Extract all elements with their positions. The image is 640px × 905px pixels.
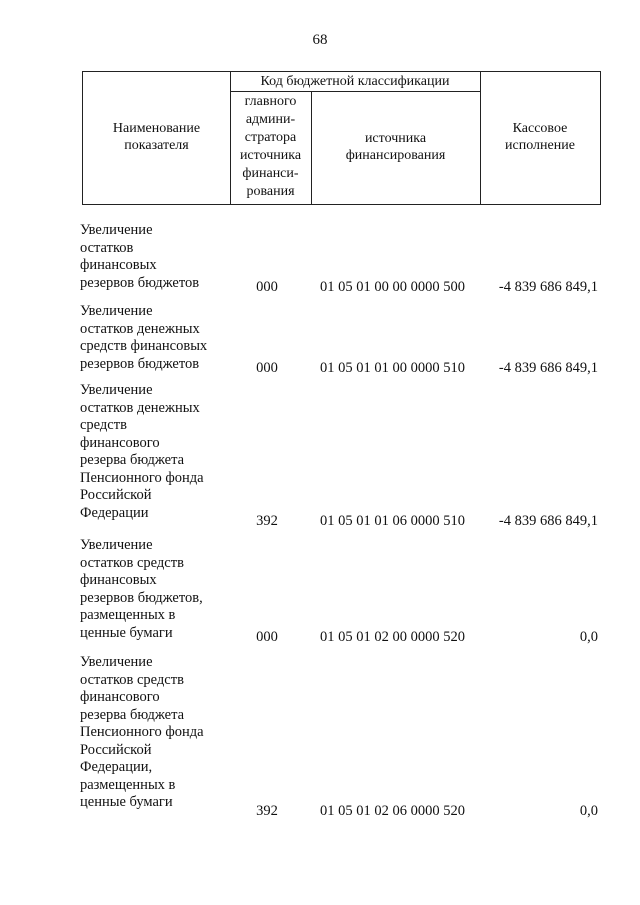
row-source-code: 01 05 01 02 06 0000 520 (320, 803, 465, 819)
header-name: Наименование показателя (112, 121, 201, 153)
header-administrator: главного админи- стратора источника финанси- рования (239, 94, 302, 199)
page-number: 68 (312, 32, 328, 48)
row-source-code: 01 05 01 01 06 0000 510 (320, 513, 465, 529)
row-admin-code: 000 (256, 279, 278, 295)
row-amount: -4 839 686 849,1 (498, 513, 598, 529)
row-name: Увеличение остатков финансовых резервов бюджетов (80, 222, 200, 291)
row-source-code: 01 05 01 00 00 0000 500 (320, 279, 465, 295)
row-name: Увеличение остатков денежных средств финансового резерва бюджета Пенсионного фонда Российской Федерации (80, 382, 204, 521)
header-execution: Кассовое исполнение (505, 121, 575, 153)
row-admin-code: 000 (256, 629, 278, 645)
table-header (82, 71, 601, 205)
row-admin-code: 392 (256, 513, 278, 529)
row-amount: 0,0 (579, 803, 598, 819)
row-source-code: 01 05 01 01 00 0000 510 (320, 360, 465, 376)
row-admin-code: 000 (256, 360, 278, 376)
row-name: Увеличение остатков средств финансовых резервов бюджетов, размещенных в ценные бумаги (80, 537, 203, 641)
row-name: Увеличение остатков денежных средств финансовых резервов бюджетов (80, 303, 208, 372)
header-code-group: Код бюджетной классификации (260, 74, 450, 89)
row-name: Увеличение остатков средств финансового резерва бюджета Пенсионного фонда Российской Федерации, размещенных в ценные бумаги (80, 654, 204, 810)
row-admin-code: 392 (256, 803, 278, 819)
row-source-code: 01 05 01 02 00 0000 520 (320, 629, 465, 645)
row-amount: -4 839 686 849,1 (498, 279, 598, 295)
header-source: источника финансирования (345, 131, 446, 163)
row-amount: -4 839 686 849,1 (498, 360, 598, 376)
row-amount: 0,0 (579, 629, 598, 645)
